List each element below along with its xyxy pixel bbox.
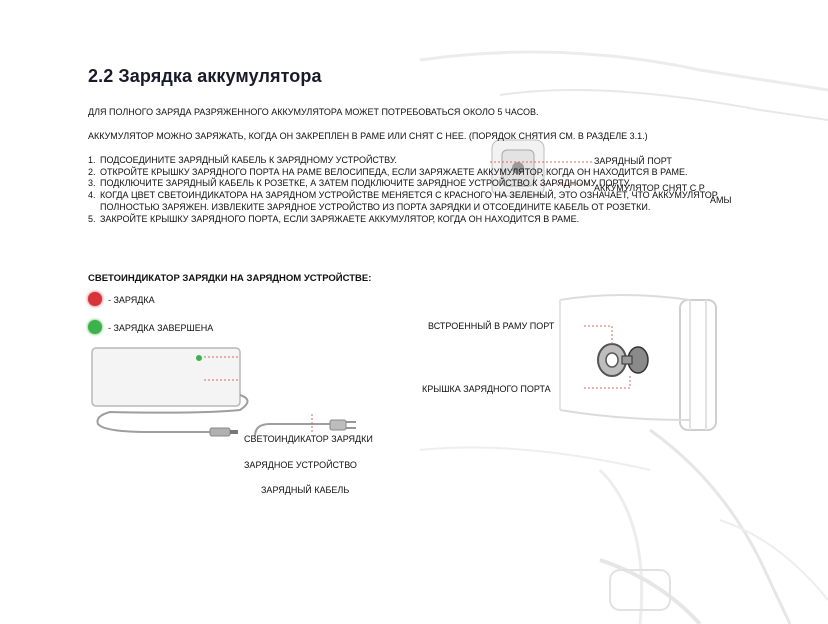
callout-battery-removed-tail: АМЫ bbox=[710, 195, 732, 205]
callout-cable: ЗАРЯДНЫЙ КАБЕЛЬ bbox=[261, 485, 350, 495]
callout-battery-removed: АККУМУЛЯТОР СНЯТ С Р bbox=[594, 183, 705, 193]
step-item: 3. ПОДКЛЮЧИТЕ ЗАРЯДНЫЙ КАБЕЛЬ К РОЗЕТКЕ, А ЗАТЕМ ПОДКЛЮЧИТЕ ЗАРЯДНОЕ УСТРОЙСТВО К ЗАРЯДНОМУ ПОРТУ. bbox=[88, 178, 631, 189]
removal-note: АККУМУЛЯТОР МОЖНО ЗАРЯЖАТЬ, КОГДА ОН ЗАКРЕПЛЕН В РАМЕ ИЛИ СНЯТ С НЕЕ. (ПОРЯДОК СНЯТИЯ СМ. В РАЗДЕЛЕ 3.1.) bbox=[88, 131, 648, 141]
step-item: 4. КОГДА ЦВЕТ СВЕТОИНДИКАТОРА НА ЗАРЯДНОМ УСТРОЙСТВЕ МЕНЯЕТСЯ С КРАСНОГО НА ЗЕЛЕНЫЙ, ЭТО ОЗНАЧАЕТ, ЧТО АККУМУЛЯТОР ПОЛНОСТЬЮ ЗАРЯЖЕН. ИЗВЛЕКИТЕ ЗАРЯДНОЕ УСТРОЙСТВО ИЗ ПОРТА ЗАРЯДКИ И ОТСОЕДИНИТЕ КАБЕЛЬ ОТ РОЗЕТКИ. bbox=[88, 190, 718, 212]
frame-port-icon bbox=[598, 344, 648, 376]
charging-label: - ЗАРЯДКА bbox=[108, 295, 155, 305]
green-led-icon bbox=[88, 320, 102, 334]
step-item: 2. ОТКРОЙТЕ КРЫШКУ ЗАРЯДНОГО ПОРТА НА РАМЕ ВЕЛОСИПЕДА, ЕСЛИ ЗАРЯЖАЕТЕ АККУМУЛЯТОР, КОГДА ОН НАХОДИТСЯ В РАМЕ. bbox=[88, 166, 688, 177]
step-item: 1. ПОДСОЕДИНИТЕ ЗАРЯДНЫЙ КАБЕЛЬ К ЗАРЯДНОМУ УСТРОЙСТВУ. bbox=[88, 155, 397, 165]
callout-charger-led: СВЕТОИНДИКАТОР ЗАРЯДКИ bbox=[244, 434, 373, 444]
charging-done-label: - ЗАРЯДКА ЗАВЕРШЕНА bbox=[108, 323, 214, 333]
indicator-heading: СВЕТОИНДИКАТОР ЗАРЯДКИ НА ЗАРЯДНОМ УСТРОЙСТВЕ: bbox=[88, 273, 372, 284]
callout-charger: ЗАРЯДНОЕ УСТРОЙСТВО bbox=[244, 460, 357, 470]
red-led-icon bbox=[88, 292, 102, 306]
page-title: 2.2 Зарядка аккумулятора bbox=[88, 66, 322, 86]
callout-port-cover: КРЫШКА ЗАРЯДНОГО ПОРТА bbox=[422, 384, 551, 394]
step-item: 5. ЗАКРОЙТЕ КРЫШКУ ЗАРЯДНОГО ПОРТА, ЕСЛИ ЗАРЯЖАЕТЕ АККУМУЛЯТОР, КОГДА ОН НАХОДИТСЯ В РАМЕ. bbox=[88, 213, 580, 224]
callout-charging-port: ЗАРЯДНЫЙ ПОРТ bbox=[594, 156, 672, 166]
intro-text: ДЛЯ ПОЛНОГО ЗАРЯДА РАЗРЯЖЕННОГО АККУМУЛЯТОРА МОЖЕТ ПОТРЕБОВАТЬСЯ ОКОЛО 5 ЧАСОВ. bbox=[88, 107, 539, 117]
charger-illustration bbox=[92, 348, 356, 436]
callout-frame-port: ВСТРОЕННЫЙ В РАМУ ПОРТ bbox=[428, 321, 555, 331]
